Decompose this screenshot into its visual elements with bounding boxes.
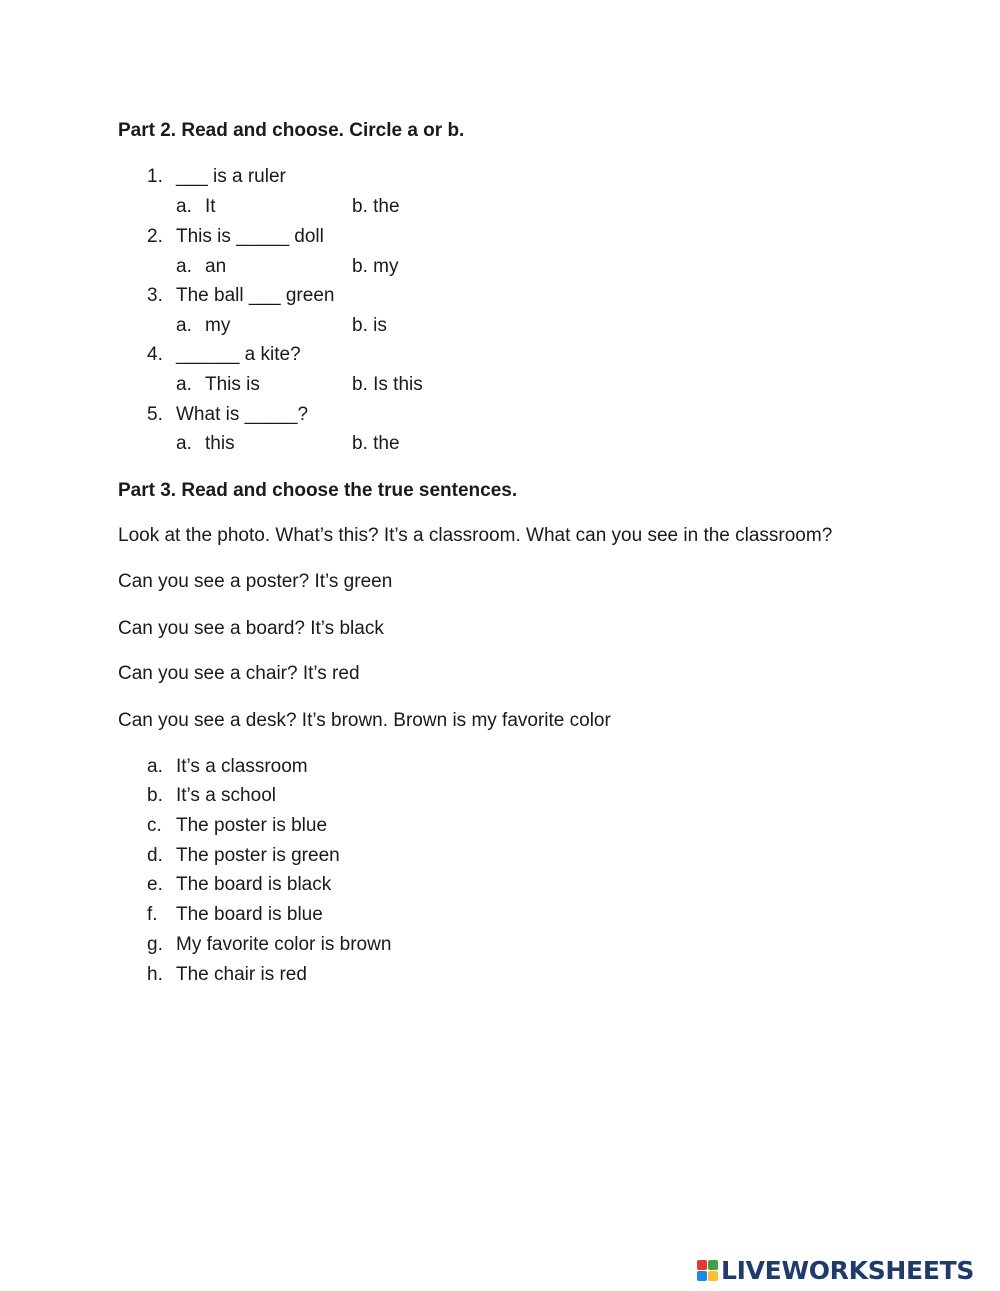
question-number: 3. — [147, 285, 163, 306]
reading-paragraph: Look at the photo. What’s this? It’s a classroom. What can you see in the classroom? — [118, 525, 833, 546]
option-a-text: an — [205, 256, 227, 277]
option-a-text: this — [205, 433, 235, 454]
question-text: The ball ___ green — [176, 285, 335, 306]
option-a-label: a. — [176, 374, 192, 395]
choice-letter: b. — [147, 785, 163, 806]
choice-text: The poster is green — [176, 845, 340, 866]
option-a-text: It — [205, 196, 216, 217]
logo-blocks-icon — [697, 1260, 718, 1281]
question-text: ___ is a ruler — [176, 166, 286, 187]
reading-paragraph: Can you see a board? It’s black — [118, 618, 384, 639]
option-b: b. my — [352, 256, 399, 277]
choice-letter: f. — [147, 904, 158, 925]
choice-text: The board is blue — [176, 904, 323, 925]
logo-block — [697, 1260, 707, 1270]
reading-paragraph: Can you see a chair? It’s red — [118, 663, 360, 684]
question-number: 5. — [147, 404, 163, 425]
question-text: What is _____? — [176, 404, 309, 425]
logo-block — [697, 1271, 707, 1281]
part2-heading: Part 2. Read and choose. Circle a or b. — [118, 120, 465, 141]
option-a-label: a. — [176, 196, 192, 217]
choice-text: It’s a classroom — [176, 756, 308, 777]
logo-block — [708, 1260, 718, 1270]
question-text: This is _____ doll — [176, 226, 324, 247]
option-a-label: a. — [176, 256, 192, 277]
logo-text: LIVEWORKSHEETS — [721, 1255, 975, 1285]
question-number: 4. — [147, 344, 163, 365]
reading-paragraph: Can you see a desk? It’s brown. Brown is my favorite color — [118, 710, 611, 731]
option-b: b. Is this — [352, 374, 423, 395]
question-number: 1. — [147, 166, 163, 187]
option-a-label: a. — [176, 433, 192, 454]
logo-block — [708, 1271, 718, 1281]
choice-letter: a. — [147, 756, 163, 777]
question-text: ______ a kite? — [176, 344, 301, 365]
choice-text: The poster is blue — [176, 815, 328, 836]
choice-letter: d. — [147, 845, 163, 866]
choice-text: It’s a school — [176, 785, 276, 806]
option-a-text: This is — [205, 374, 260, 395]
option-a-label: a. — [176, 315, 192, 336]
option-b: b. is — [352, 315, 387, 336]
option-a-text: my — [205, 315, 231, 336]
choice-text: The board is black — [176, 874, 332, 895]
choice-text: My favorite color is brown — [176, 934, 392, 955]
option-b: b. the — [352, 196, 400, 217]
question-number: 2. — [147, 226, 163, 247]
liveworksheets-logo[interactable] — [697, 1255, 974, 1285]
part3-heading: Part 3. Read and choose the true sentences. — [118, 480, 518, 501]
choice-letter: c. — [147, 815, 162, 836]
choice-letter: g. — [147, 934, 163, 955]
choice-letter: h. — [147, 964, 163, 985]
reading-paragraph: Can you see a poster? It’s green — [118, 571, 393, 592]
choice-text: The chair is red — [176, 964, 307, 985]
choice-letter: e. — [147, 874, 163, 895]
option-b: b. the — [352, 433, 400, 454]
